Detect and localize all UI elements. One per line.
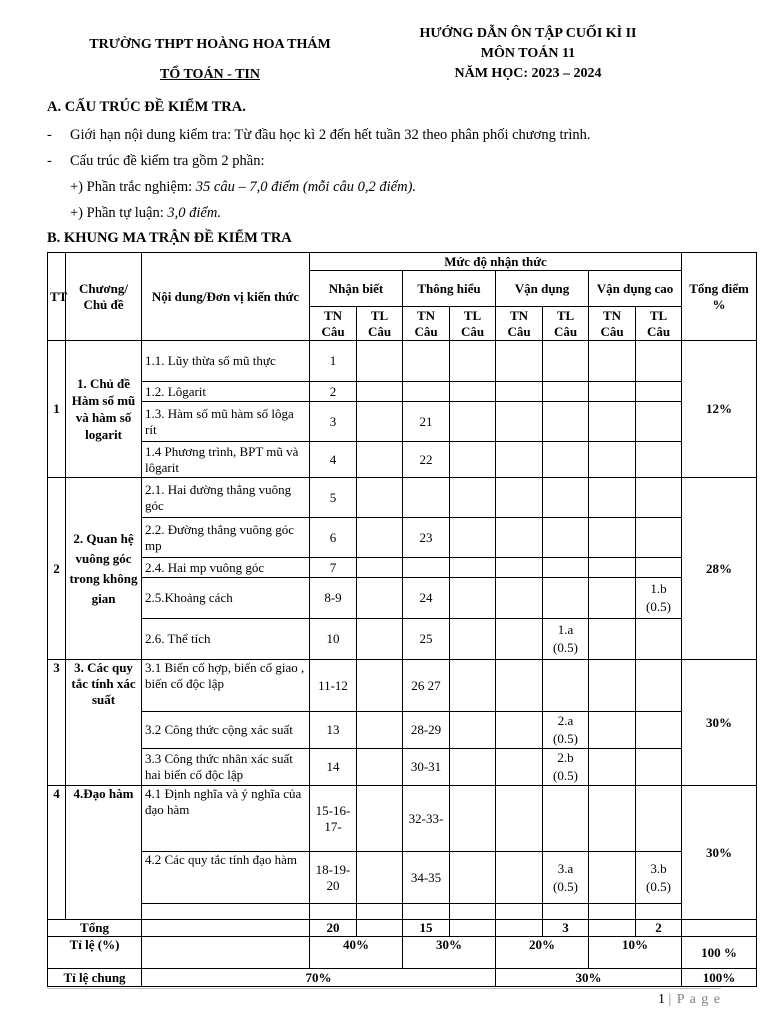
common-ratio-label: Tỉ lệ chung	[48, 969, 142, 987]
table-row	[48, 578, 757, 619]
nb-tn-cell: 2	[310, 382, 357, 402]
table-row	[48, 712, 757, 749]
vdc-tl-cell	[636, 786, 682, 852]
section-a-heading: A. CẤU TRÚC ĐỀ KIỂM TRA.	[47, 99, 246, 115]
vdc-tl-cell	[636, 660, 682, 712]
header-cognitive-level: Mức độ nhận thức	[310, 253, 682, 271]
nb-tn-cell: 10	[310, 619, 357, 660]
essay-label: +) Phần tự luận:	[70, 205, 168, 221]
th-tn-cell	[403, 558, 450, 578]
nb-tn-cell: 7	[310, 558, 357, 578]
vdc-tl-cell	[636, 518, 682, 558]
section-b-heading: B. KHUNG MA TRẬN ĐỀ KIỂM TRA	[47, 230, 292, 246]
page-footer	[658, 992, 721, 1008]
chapter-name: 3. Các quy tắc tính xác suất	[66, 660, 142, 786]
ratio-label: Tỉ lệ (%)	[48, 937, 142, 969]
vd-tl-cell	[543, 442, 589, 478]
table-row	[48, 852, 757, 904]
table-row	[48, 478, 757, 518]
ratio-vd: 20%	[496, 937, 589, 969]
th-tn-cell: 28-29	[403, 712, 450, 749]
table-row	[48, 904, 757, 920]
subject-title: MÔN TOÁN 11	[480, 46, 576, 61]
ratio-row	[48, 937, 757, 969]
content-cell: 2.6. Thể tích	[142, 619, 310, 660]
th-tn-cell: 25	[403, 619, 450, 660]
vdc-tl-cell	[636, 402, 682, 442]
th-tn-cell: 32-33-	[403, 786, 450, 852]
th-tn-cell: 23	[403, 518, 450, 558]
chapter-tt: 4	[48, 786, 66, 920]
header-chapter: Chương/ Chủ đề	[66, 253, 142, 341]
table-row	[48, 786, 757, 852]
chapter-name: 2. Quan hệ vuông góc trong không gian	[66, 478, 142, 660]
structure-text: Cấu trúc đề kiểm tra gồm 2 phần:	[70, 153, 265, 169]
nb-tn-cell: 13	[310, 712, 357, 749]
page-number: 1	[658, 992, 665, 1007]
header-right	[380, 24, 676, 84]
multiple-choice-value: 35 câu – 7,0 điểm (mỗi câu 0,2 điểm).	[195, 179, 417, 195]
sum-label: Tổng	[48, 920, 142, 937]
content-cell: 1.3. Hàm số mũ hàm số lôga rít	[142, 402, 310, 442]
vd-tl-cell: 3.a (0.5)	[543, 852, 589, 904]
content-cell: 1.1. Lũy thừa số mũ thực	[142, 341, 310, 382]
table-row	[48, 619, 757, 660]
header-left	[60, 36, 360, 84]
header-th-tn: TN Câu	[403, 307, 450, 341]
common-ratio-total: 100%	[682, 969, 757, 987]
table-row	[48, 558, 757, 578]
nb-tn-cell: 11-12	[310, 660, 357, 712]
bullet-dash: -	[47, 127, 52, 143]
vdc-tl-cell	[636, 558, 682, 578]
header-understanding: Thông hiểu	[403, 271, 496, 307]
content-cell: 4.1 Định nghĩa và ý nghĩa của đạo hàm	[142, 786, 310, 852]
content-cell: 4.2 Các quy tắc tính đạo hàm	[142, 852, 310, 904]
ratio-vdc: 10%	[589, 937, 682, 969]
chapter-tt: 1	[48, 341, 66, 478]
th-tn-cell: 24	[403, 578, 450, 619]
table-row	[48, 660, 757, 712]
content-cell: 1.4 Phương trình, BPT mũ và lôgarit	[142, 442, 310, 478]
table-row	[48, 402, 757, 442]
sum-th: 15	[403, 920, 450, 937]
vd-tl-cell	[543, 341, 589, 382]
vd-tl-cell	[543, 578, 589, 619]
vdc-tl-cell	[636, 442, 682, 478]
chapter-total: 30%	[682, 660, 757, 786]
footer-rule	[47, 988, 721, 989]
sum-row	[48, 920, 757, 937]
sum-vd: 3	[543, 920, 589, 937]
structure-line	[47, 153, 265, 170]
chapter-total: 28%	[682, 478, 757, 660]
th-tn-cell	[403, 478, 450, 518]
essay-value: 3,0 điểm.	[167, 205, 221, 221]
content-cell: 3.2 Công thức cộng xác suất	[142, 712, 310, 749]
content-cell: 3.3 Công thức nhân xác suất hai biến cố độc lập	[142, 749, 310, 786]
table-row	[48, 442, 757, 478]
header-application: Vận dụng	[496, 271, 589, 307]
header-tt: TT	[48, 253, 66, 341]
content-cell: 2.1. Hai đường thẳng vuông góc	[142, 478, 310, 518]
vd-tl-cell	[543, 402, 589, 442]
nb-tn-cell: 5	[310, 478, 357, 518]
vdc-tl-cell	[636, 749, 682, 786]
vd-tl-cell	[543, 558, 589, 578]
nb-tn-cell: 18-19-20	[310, 852, 357, 904]
table-row	[48, 518, 757, 558]
chapter-name: 4.Đạo hàm	[66, 786, 142, 920]
header-content: Nội dung/Đơn vị kiến thức	[142, 253, 310, 341]
bullet-dash: -	[47, 153, 52, 169]
th-tn-cell	[403, 382, 450, 402]
header-high-application: Vận dụng cao	[589, 271, 682, 307]
vdc-tl-cell	[636, 478, 682, 518]
vdc-tl-cell	[636, 712, 682, 749]
th-tn-cell	[403, 341, 450, 382]
vd-tl-cell	[543, 518, 589, 558]
chapter-tt: 2	[48, 478, 66, 660]
header-vdc-tn: TN Câu	[589, 307, 636, 341]
vdc-tl-cell	[636, 341, 682, 382]
header-nb-tn: TN Câu	[310, 307, 357, 341]
vd-tl-cell	[543, 660, 589, 712]
vd-tl-cell: 1.a (0.5)	[543, 619, 589, 660]
vd-tl-cell: 2.b (0.5)	[543, 749, 589, 786]
ratio-total: 100 %	[682, 937, 757, 969]
vdc-tl-cell	[636, 619, 682, 660]
essay-line	[47, 205, 221, 222]
content-cell: 3.1 Biến cố hợp, biến cố giao , biến cố độc lập	[142, 660, 310, 712]
common-ratio-row	[48, 969, 757, 987]
content-cell: 2.4. Hai mp vuông góc	[142, 558, 310, 578]
header-vd-tn: TN Câu	[496, 307, 543, 341]
common-ratio-1: 70%	[142, 969, 496, 987]
table-row	[48, 749, 757, 786]
ratio-nb: 40%	[310, 937, 403, 969]
th-tn-cell: 30-31	[403, 749, 450, 786]
header-total-score: Tổng điểm %	[682, 253, 757, 341]
vd-tl-cell	[543, 478, 589, 518]
header-vdc-tl: TL Câu	[636, 307, 682, 341]
chapter-total: 30%	[682, 786, 757, 920]
vd-tl-cell	[543, 382, 589, 402]
vd-tl-cell	[543, 786, 589, 852]
chapter-total: 12%	[682, 341, 757, 478]
nb-tn-cell: 15-16-17-	[310, 786, 357, 852]
nb-tn-cell: 8-9	[310, 578, 357, 619]
common-ratio-2: 30%	[496, 969, 682, 987]
nb-tn-cell: 4	[310, 442, 357, 478]
content-cell: 1.2. Lôgarit	[142, 382, 310, 402]
th-tn-cell: 21	[403, 402, 450, 442]
multiple-choice-line	[47, 179, 416, 196]
vdc-tl-cell	[636, 382, 682, 402]
page-label: | P a g e	[668, 992, 721, 1007]
table-row	[48, 382, 757, 402]
document-title: HƯỚNG DẪN ÔN TẬP CUỐI KÌ II	[419, 26, 637, 41]
table-row	[48, 341, 757, 382]
header-nb-tl: TL Câu	[357, 307, 403, 341]
content-limit-line	[47, 127, 590, 144]
nb-tn-cell: 1	[310, 341, 357, 382]
vdc-tl-cell: 1.b (0.5)	[636, 578, 682, 619]
school-year: NĂM HỌC: 2023 – 2024	[454, 66, 602, 81]
multiple-choice-label: +) Phần trắc nghiệm:	[70, 179, 196, 195]
header-recognition: Nhận biết	[310, 271, 403, 307]
ratio-th: 30%	[403, 937, 496, 969]
vdc-tl-cell: 3.b (0.5)	[636, 852, 682, 904]
header-th-tl: TL Câu	[450, 307, 496, 341]
nb-tn-cell: 6	[310, 518, 357, 558]
content-cell: 2.5.Khoảng cách	[142, 578, 310, 619]
school-name: TRƯỜNG THPT HOÀNG HOA THÁM	[89, 37, 331, 52]
nb-tn-cell: 3	[310, 402, 357, 442]
chapter-name: 1. Chủ đề Hàm số mũ và hàm số logarit	[66, 341, 142, 478]
department-name: TỔ TOÁN - TIN	[160, 67, 260, 82]
chapter-tt: 3	[48, 660, 66, 786]
sum-vdc: 2	[636, 920, 682, 937]
sum-nb: 20	[310, 920, 357, 937]
th-tn-cell: 34-35	[403, 852, 450, 904]
vd-tl-cell: 2.a (0.5)	[543, 712, 589, 749]
matrix-table	[47, 252, 757, 987]
content-limit-text: Giới hạn nội dung kiểm tra: Từ đầu học kì 2 đến hết tuần 32 theo phân phối chương trình.	[70, 127, 591, 143]
th-tn-cell: 22	[403, 442, 450, 478]
header-vd-tl: TL Câu	[543, 307, 589, 341]
content-cell: 2.2. Đường thẳng vuông góc mp	[142, 518, 310, 558]
nb-tn-cell: 14	[310, 749, 357, 786]
th-tn-cell: 26 27	[403, 660, 450, 712]
